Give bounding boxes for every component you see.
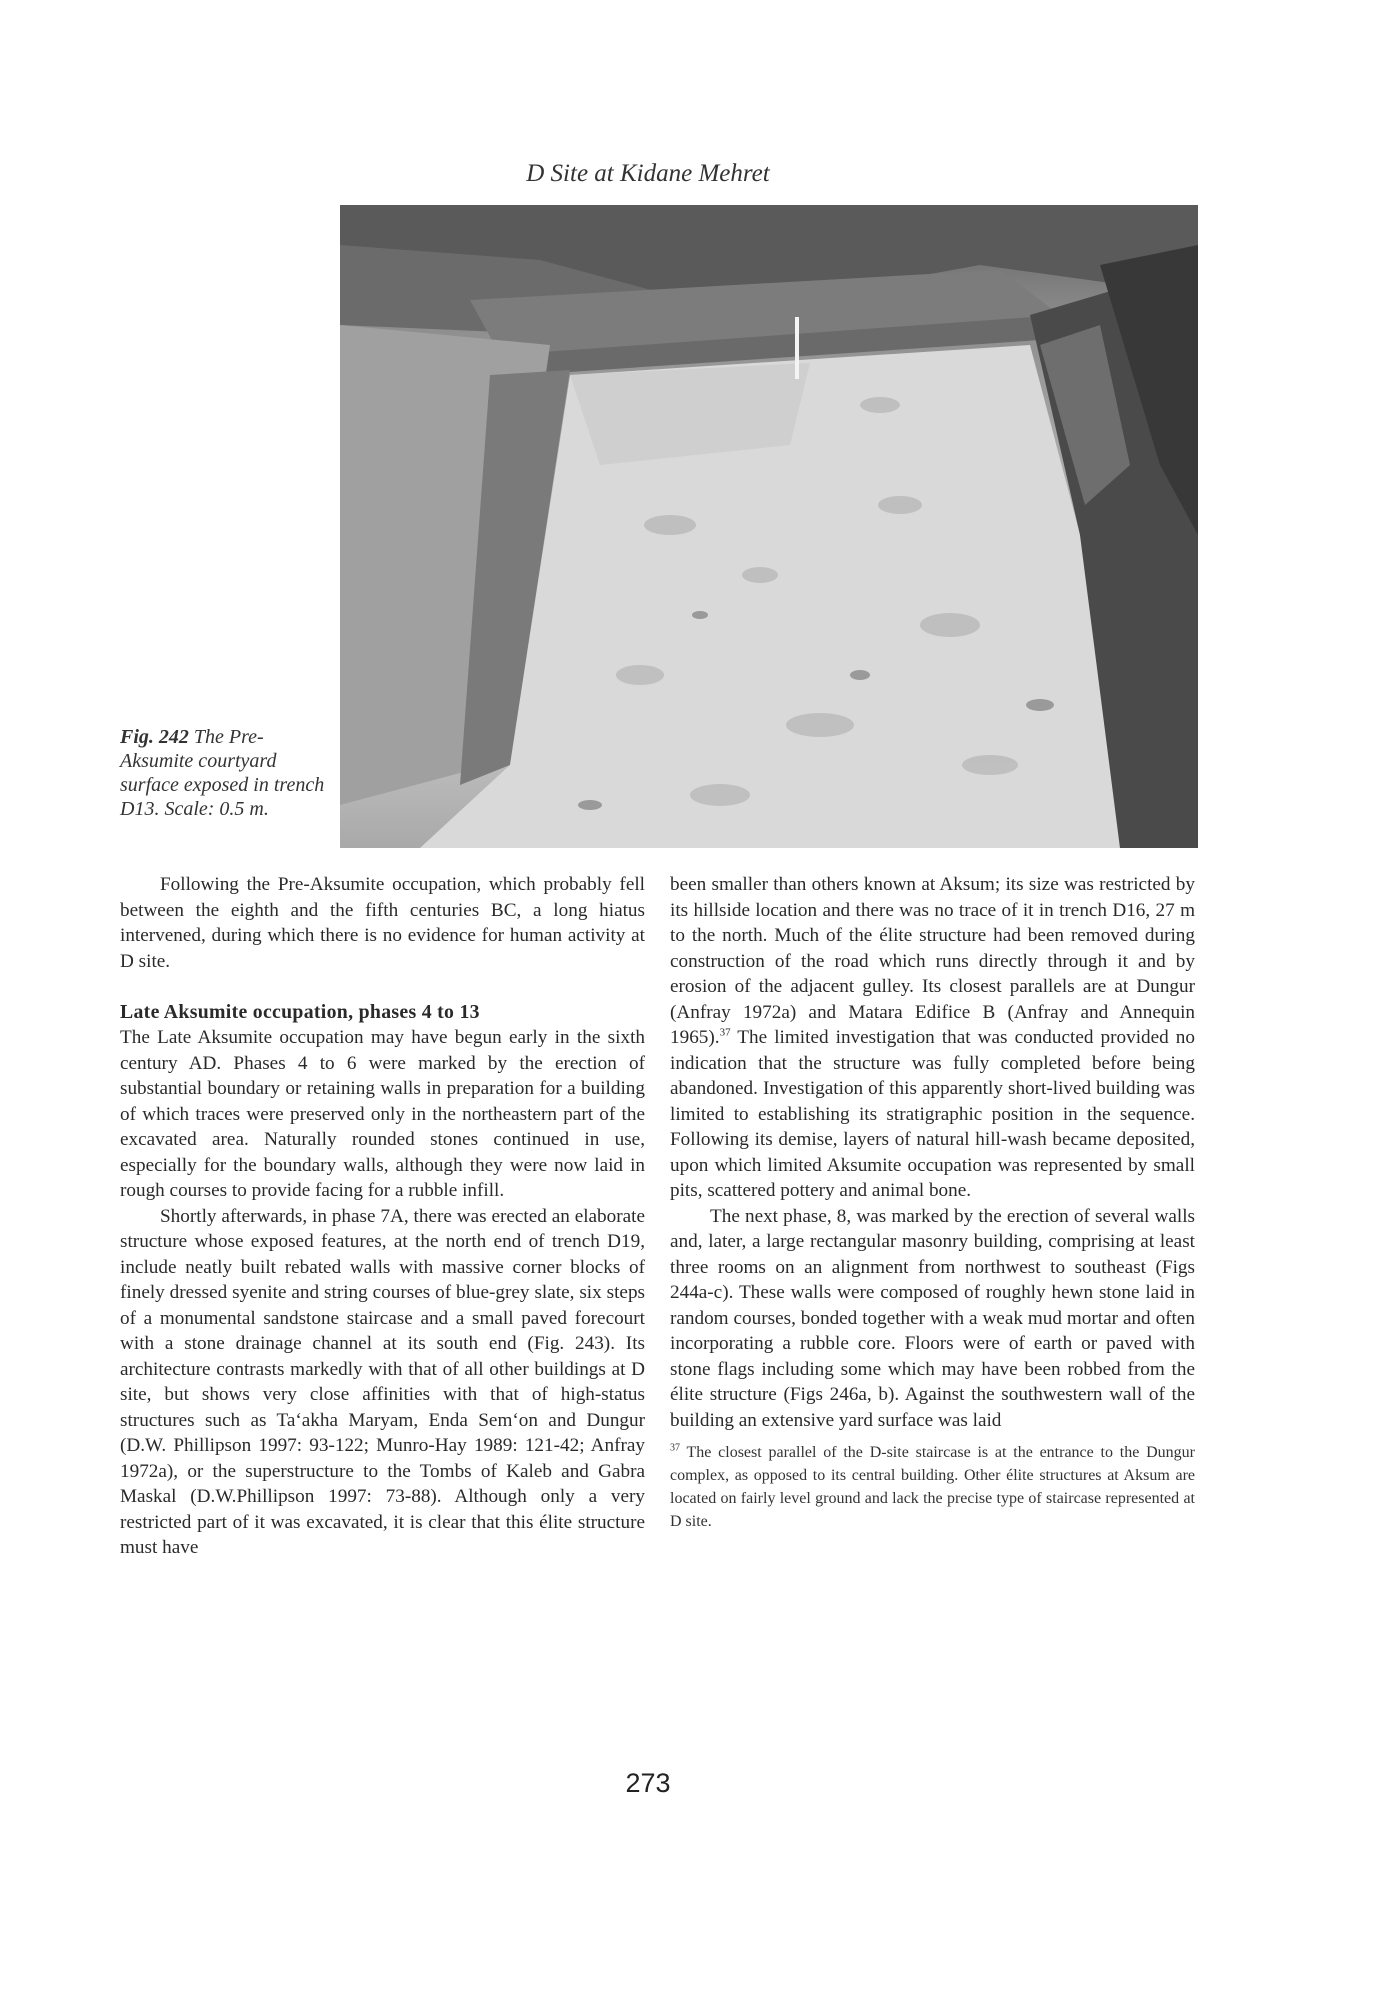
paragraph-phase-7a: Shortly afterwards, in phase 7A, there was erected an elaborate structure whose exposed features, at the north end of trench D19, include neatly built rebated walls with massive corner blocks of finely dressed syenite and string courses of blue-grey slate, six steps of a monumental sandstone staircase and a small paved forecourt with a stone drainage channel at its south end (Fig. 243). Its architecture contrasts markedly with that of all other buildings at D site, but shows very close affinities with that of high-status structures such as Ta‘akha Maryam, Enda Sem‘on and Dungur (D.W. Phillipson 1997: 93-122; Munro-Hay 1989: 121-42; Anfray 1972a), or the superstructure to the Tombs of Kaleb and Gabra Maskal (D.W.Phillipson 1997: 73-88). Although only a very restricted part of it was excavated, it is clear that this élite structure must have <box>120 1205 645 1558</box>
right-column <box>670 872 1195 1533</box>
paragraph-hiatus: Following the Pre-Aksumite occupation, which probably fell between the eighth and the fifth centuries BC, a long hiatus intervened, during which there is no evidence for human activity at D site. <box>120 874 645 972</box>
section-heading: Late Aksumite occupation, phases 4 to 13 <box>120 1001 480 1023</box>
running-head: D Site at Kidane Mehret <box>526 160 770 187</box>
figure-caption <box>120 725 330 821</box>
paragraph-elite-structure <box>670 872 1195 1204</box>
footnote-text: The closest parallel of the D-site staircase is at the entrance to the Dungur complex, as opposed to its central building. Other élite structures at Aksum are located on fairly level ground and lack the precise type of staircase represented at D site. <box>670 1444 1195 1530</box>
paragraph-phase-8: The next phase, 8, was marked by the erection of several walls and, later, a large rectangular masonry building, comprising at least three rooms on an alignment from northwest to southeast (Figs 244a-c). These walls were composed of roughly hewn stone laid in random courses, bonded together with a weak mud mortar and often incorporating a rubble core. Floors were of earth or paved with stone flags including some which may have been robbed from the élite structure (Figs 246a, b). Against the southwestern wall of the building an extensive yard surface was laid <box>670 1205 1195 1431</box>
footnote-reference: 37 <box>719 1026 731 1039</box>
paragraph-elite-structure-b: The limited investigation that was conducted provided no indication that the structure was fully completed before being abandoned. Investigation of this apparently short-lived building was limited to establishing its stratigraphic position in the sequence. Following its demise, layers of natural hill-wash became deposited, upon which limited Aksumite occupation was represented by small pits, scattered pottery and animal bone. <box>670 1027 1195 1201</box>
footnote-mark: 37 <box>670 1442 680 1454</box>
footnote <box>670 1441 1195 1533</box>
paragraph-elite-structure-a: been smaller than others known at Aksum; its size was restricted by its hillside location and there was no trace of it in trench D16, 27 m to the north. Much of the élite structure had been removed during construction of the road which runs directly through it and by erosion of the adjacent gulley. Its closest parallels are at Dungur (Anfray 1972a) and Matara Edifice B (Anfray and Annequin 1965). <box>670 874 1195 1048</box>
left-column <box>120 872 645 1561</box>
page-number: 273 <box>625 1768 671 1798</box>
excavation-photo-drawing <box>340 205 1198 848</box>
figure-number: Fig. 242 <box>120 726 189 748</box>
paragraph-late-aksumite: The Late Aksumite occupation may have begun early in the sixth century AD. Phases 4 to 6 were marked by the erection of substantial boundary or retaining walls in preparation for a building of which traces were preserved only in the northeastern part of the excavated area. Naturally rounded stones continued in use, especially for the boundary walls, although they were now laid in rough courses to provide facing for a rubble infill. <box>120 1027 645 1201</box>
excavation-photo <box>340 205 1198 848</box>
figure-caption-text: The Pre-Aksumite courtyard surface exposed in trench D13. Scale: 0.5 m. <box>120 726 325 820</box>
